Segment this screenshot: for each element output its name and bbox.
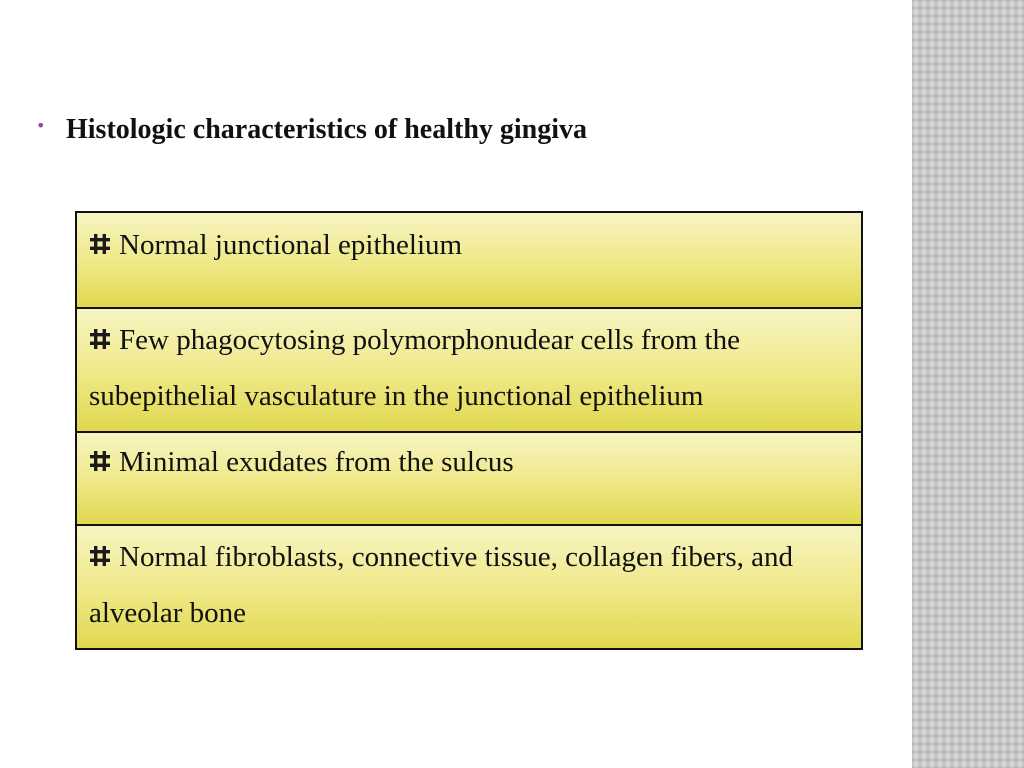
decorative-side-panel	[912, 0, 1024, 768]
hash-icon	[89, 545, 111, 567]
table-row	[77, 213, 861, 307]
hash-icon	[89, 328, 111, 350]
table-row	[77, 524, 861, 648]
slide-heading: Histologic characteristics of healthy gingiva	[66, 114, 588, 145]
table-row	[77, 431, 861, 524]
table-row	[77, 307, 861, 431]
characteristics-table	[75, 211, 863, 650]
row-text: Normal junctional epithelium	[119, 229, 463, 261]
row-text: Few phagocytosing polymorphonudear cells from the subepithelial vasculature in the junctional epithelium	[89, 324, 740, 412]
bullet-icon: •	[36, 116, 46, 135]
heading-bullet-item	[36, 112, 587, 148]
hash-icon	[89, 233, 111, 255]
hash-icon	[89, 450, 111, 472]
row-text: Normal fibroblasts, connective tissue, collagen fibers, and alveolar bone	[89, 541, 794, 629]
row-text: Minimal exudates from the sulcus	[119, 446, 514, 478]
